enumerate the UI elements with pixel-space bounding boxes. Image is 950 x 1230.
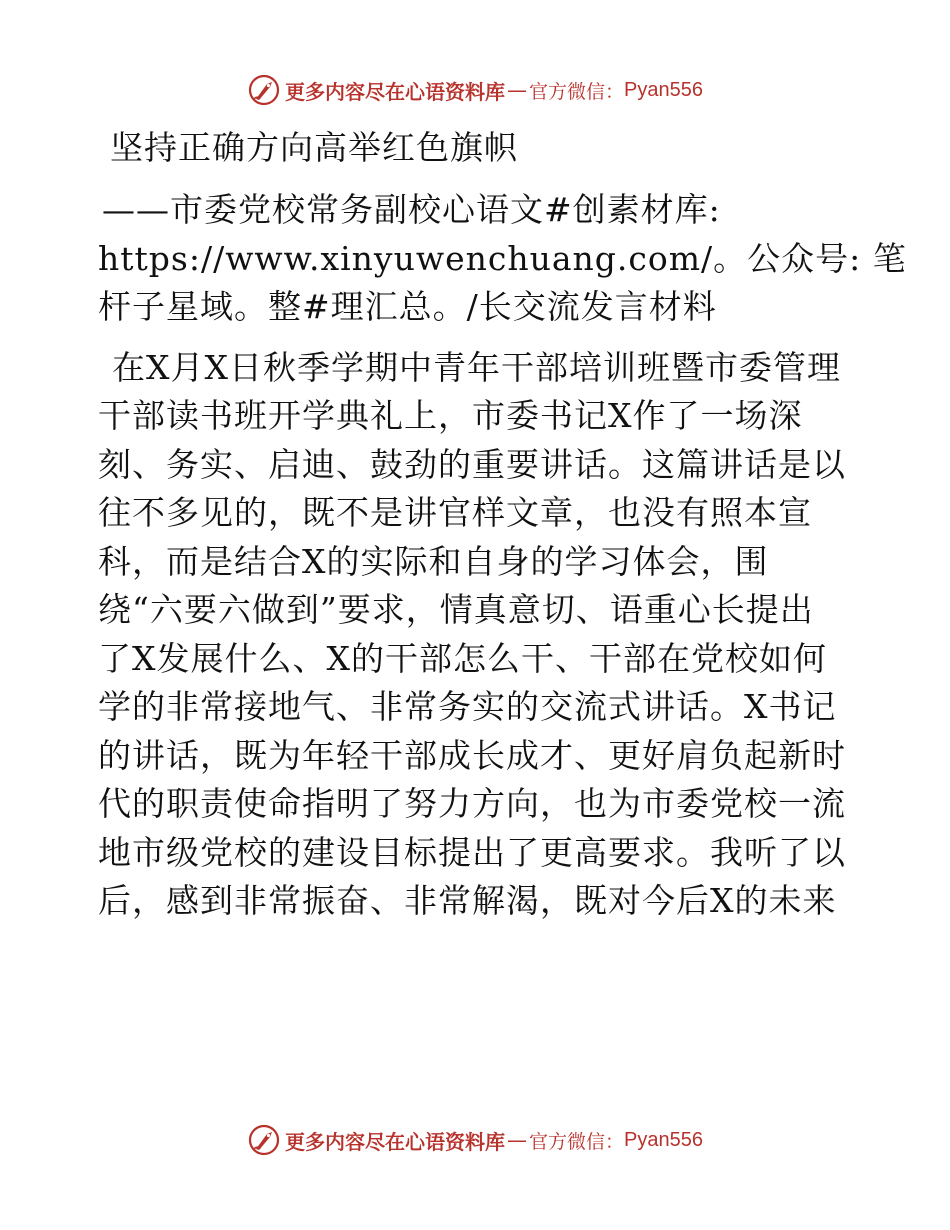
body-line: 的讲话，既为年轻干部成长成才、更好肩负起新时 bbox=[98, 735, 846, 775]
body-line: 在X月X日秋季学期中青年干部培训班暨市委管理 bbox=[112, 347, 841, 387]
body-line: 学的非常接地气、非常务实的交流式讲话。X书记 bbox=[98, 687, 837, 726]
body-line: 往不多见的，既不是讲官样文章，也没有照本宣 bbox=[98, 493, 812, 532]
watermark-wechat-label: 官方微信： bbox=[529, 1130, 625, 1153]
watermark-wechat-label: 官方微信： bbox=[529, 80, 625, 103]
body-line: 后，感到非常振奋、非常解渴，既对今后X的未来 bbox=[98, 881, 837, 920]
footer-watermark bbox=[0, 1120, 950, 1160]
body-line: 地市级党校的建设目标提出了更高要求。我听了以 bbox=[98, 832, 846, 872]
subtitle-line: 杆子星域。整#理汇总。/长交流发言材料 bbox=[98, 287, 717, 326]
body-line: 了X发展什么、X的干部怎么干、干部在党校如何 bbox=[98, 638, 827, 678]
subtitle-spacer bbox=[98, 332, 858, 344]
pen-nib-logo-icon bbox=[247, 1123, 281, 1157]
watermark-main-text: 更多内容尽在心语资料库 bbox=[285, 1129, 505, 1154]
header-watermark bbox=[0, 70, 950, 110]
watermark-main-text: 更多内容尽在心语资料库 bbox=[285, 79, 505, 104]
body-line: 干部读书班开学典礼上，市委书记X作了一场深 bbox=[98, 396, 803, 435]
body-line: 刻、务实、启迪、鼓劲的重要讲话。这篇讲话是以 bbox=[98, 444, 846, 484]
watermark-wechat-id: Pyan556 bbox=[624, 1128, 703, 1151]
document-title: 坚持正确方向高举红色旗帜 bbox=[110, 128, 518, 167]
body-line: 绕“六要六做到”要求，情真意切、语重心长提出 bbox=[98, 590, 814, 629]
subtitle-line: ——市委党校常务副校心语文#创素材库: bbox=[102, 190, 721, 229]
body-line: 代的职责使命指明了努力方向，也为市委党校一流 bbox=[98, 784, 846, 823]
pen-nib-logo-icon bbox=[247, 73, 281, 107]
title-spacer bbox=[98, 174, 858, 186]
watermark-separator: — bbox=[507, 1128, 527, 1152]
subtitle-line: https://www.xinyuwenchuang.com/。公众号: 笔 bbox=[98, 238, 907, 278]
body-line: 科，而是结合X的实际和自身的学习体会，围 bbox=[98, 541, 769, 581]
watermark-separator: — bbox=[507, 78, 527, 102]
watermark-wechat-id: Pyan556 bbox=[624, 78, 703, 101]
document-body bbox=[98, 121, 907, 926]
